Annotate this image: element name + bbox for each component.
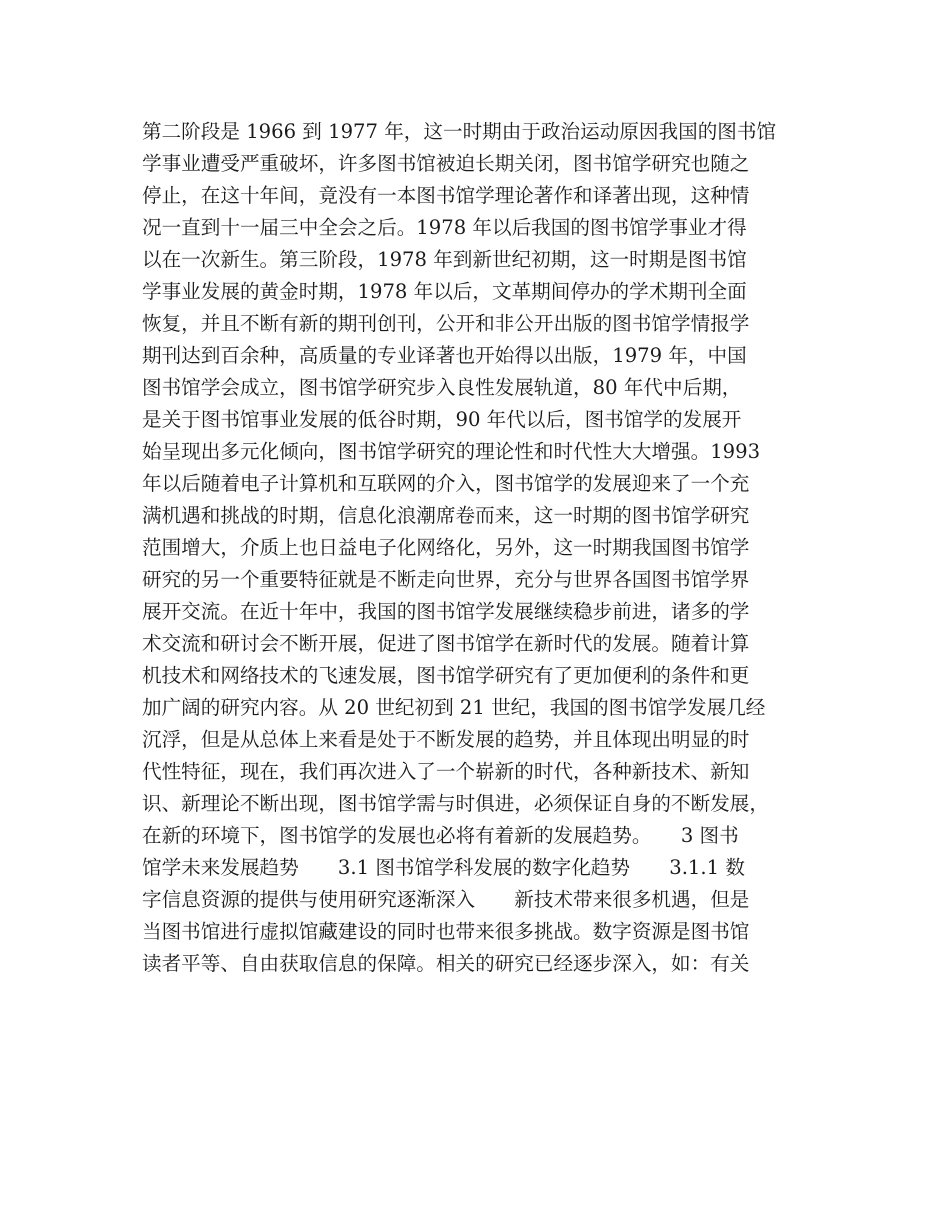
text-line: 期刊达到百余种，高质量的专业译著也开始得以出版，1979 年，中国 [142,344,747,367]
text-line: 学事业遭受严重破坏，许多图书馆被迫长期关闭，图书馆学研究也随之 [142,152,750,175]
text-line: 停止，在这十年间，竟没有一本图书馆学理论著作和译著出现，这种情 [142,184,750,207]
text-line: 术交流和研讨会不断开展，促进了图书馆学在新时代的发展。随着计算 [142,632,750,655]
text-line: 读者平等、自由获取信息的保障。相关的研究已经逐步深入，如：有关 [142,952,750,975]
text-line: 第二阶段是 1966 到 1977 年，这一时期由于政治运动原因我国的图书馆 [142,120,777,143]
text-line: 范围增大，介质上也日益电子化网络化，另外，这一时期我国图书馆学 [142,536,750,559]
text-line: 机技术和网络技术的飞速发展，图书馆学研究有了更加便利的条件和更 [142,664,750,687]
text-line: 展开交流。在近十年中，我国的图书馆学发展继续稳步前进，诸多的学 [142,600,750,623]
body-paragraph [142,116,832,980]
text-line: 沉浮，但是从总体上来看是处于不断发展的趋势，并且体现出明显的时 [142,728,750,751]
text-line: 研究的另一个重要特征就是不断走向世界，充分与世界各国图书馆学界 [142,568,750,591]
text-line: 恢复，并且不断有新的期刊创刊，公开和非公开出版的图书馆学情报学 [142,312,750,335]
text-line: 识、新理论不断出现，图书馆学需与时俱进，必须保证自身的不断发展， [142,792,769,815]
text-line: 学事业发展的黄金时期，1978 年以后，文革期间停办的学术期刊全面 [142,280,747,303]
text-line: 况一直到十一届三中全会之后。1978 年以后我国的图书馆学事业才得 [142,216,747,239]
text-line: 字信息资源的提供与使用研究逐渐深入 新技术带来很多机遇，但是 [142,888,750,911]
text-line: 图书馆学会成立，图书馆学研究步入良性发展轨道，80 年代中后期， [142,376,742,399]
text-line: 是关于图书馆事业发展的低谷时期，90 年代以后，图书馆学的发展开 [142,408,742,431]
text-line: 加广阔的研究内容。从 20 世纪初到 21 世纪，我国的图书馆学发展几经 [142,696,766,719]
text-line: 代性特征，现在，我们再次进入了一个崭新的时代，各种新技术、新知 [142,760,750,783]
text-line: 始呈现出多元化倾向，图书馆学研究的理论性和时代性大大增强。1993 [142,440,761,463]
text-line: 年以后随着电子计算机和互联网的介入，图书馆学的发展迎来了一个充 [142,472,750,495]
text-line: 以在一次新生。第三阶段，1978 年到新世纪初期，这一时期是图书馆 [142,248,747,271]
text-line: 当图书馆进行虚拟馆藏建设的同时也带来很多挑战。数字资源是图书馆 [142,920,750,943]
text-line: 在新的环境下，图书馆学的发展也必将有着新的发展趋势。 3 图书 [142,824,739,847]
text-line: 满机遇和挑战的时期，信息化浪潮席卷而来，这一时期的图书馆学研究 [142,504,750,527]
text-line: 馆学未来发展趋势 3.1 图书馆学科发展的数字化趋势 3.1.1 数 [142,856,745,879]
